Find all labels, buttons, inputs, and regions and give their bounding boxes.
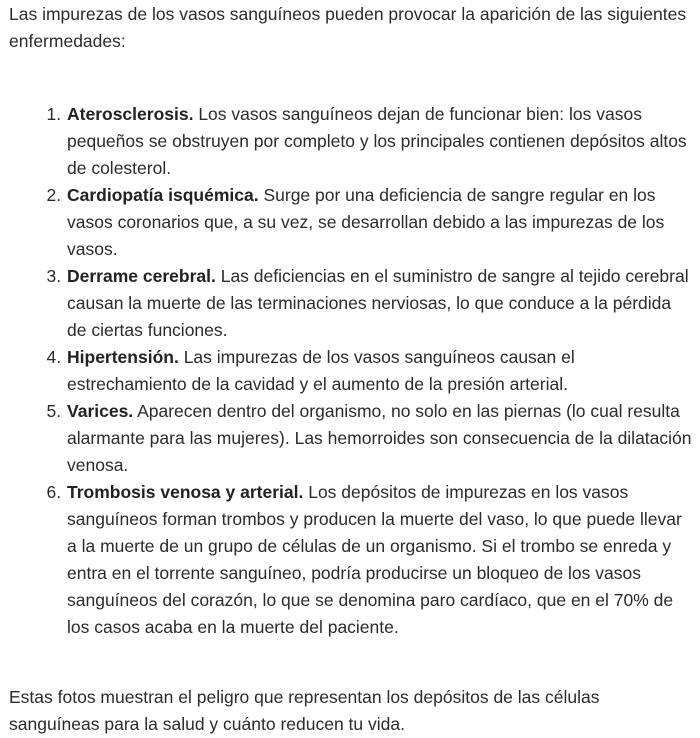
list-item [66,398,692,479]
disease-list [9,101,692,641]
list-item [66,182,692,263]
list-item [66,101,692,182]
outro-paragraph: Estas fotos muestran el peligro que representan los depósitos de las células sanguíneas para la salud y cuánto reducen tu vida. [9,687,600,734]
list-item-title: Cardiopatía isquémica. [67,185,259,205]
intro-paragraph: Las impurezas de los vasos sanguíneos pueden provocar la aparición de las siguientes enfermedades: [9,4,687,51]
list-item [66,263,692,344]
list-item-text: Los vasos sanguíneos dejan de funcionar bien: los vasos pequeños se obstruyen por completo y los principales contienen depósitos altos de colesterol. [67,104,687,178]
list-item-title: Trombosis venosa y arterial. [67,482,304,502]
list-item-text: Los depósitos de impurezas en los vasos sanguíneos forman trombos y producen la muerte del vaso, lo que puede llevar a la muerte de un grupo de células de un organismo. Si el trombo se enreda y entra en el torrente sanguíneo, podría producirse un bloqueo de los vasos sanguíneos del corazón, lo que se denomina paro cardíaco, que en el 70% de los casos acaba en la muerte del paciente. [67,482,682,637]
list-item [66,344,692,398]
list-item-title: Derrame cerebral. [67,266,216,286]
list-item-text: Surge por una deficiencia de sangre regular en los vasos coronarios que, a su vez, se desarrollan debido a las impurezas de los vasos. [67,185,665,259]
list-item-text: Aparecen dentro del organismo, no solo en las piernas (lo cual resulta alarmante para las mujeres). Las hemorroides son consecuencia de la dilatación venosa. [67,401,692,475]
list-item-text: Las deficiencias en el suministro de sangre al tejido cerebral causan la muerte de las terminaciones nerviosas, lo que conduce a la pérdida de ciertas funciones. [67,266,689,340]
list-item-title: Varices. [67,401,134,421]
list-item [66,479,692,641]
list-item-title: Aterosclerosis. [67,104,194,124]
list-item-text: Las impurezas de los vasos sanguíneos causan el estrechamiento de la cavidad y el aumento de la presión arterial. [67,347,575,394]
list-item-title: Hipertensión. [67,347,179,367]
